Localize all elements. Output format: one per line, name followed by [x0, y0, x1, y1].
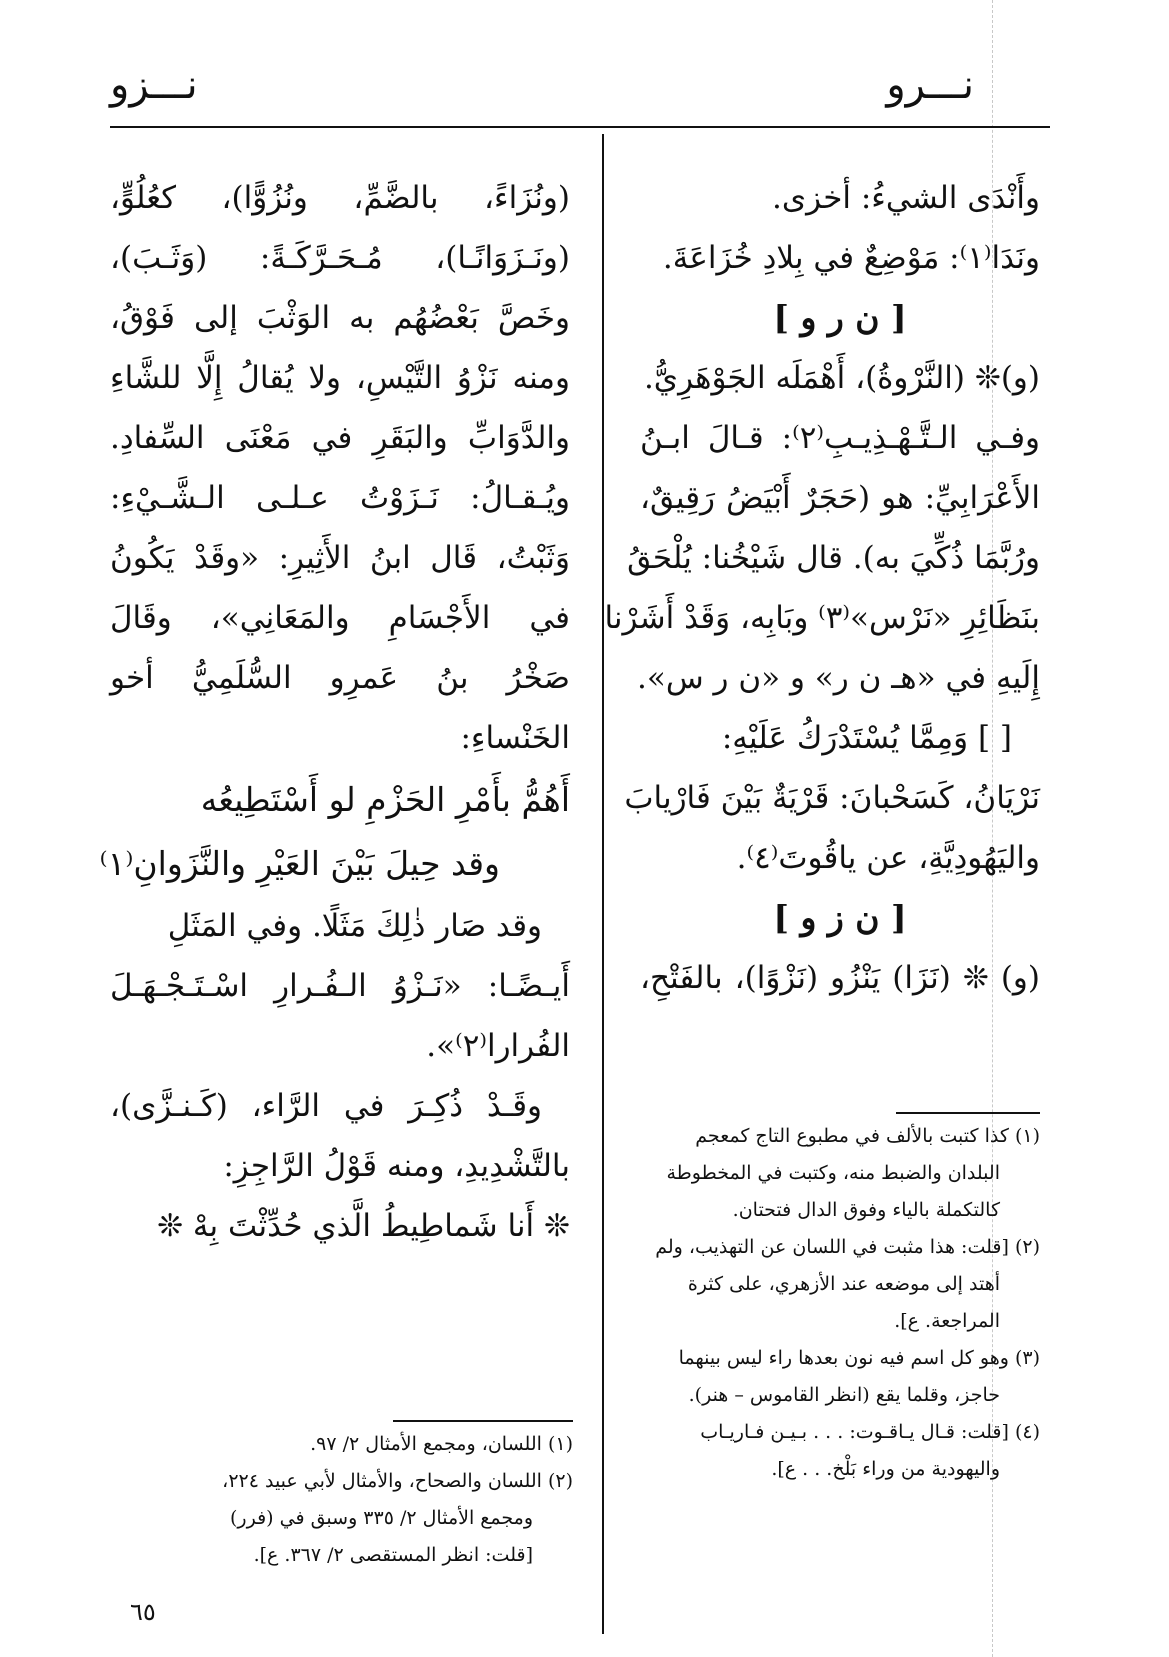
footnote-line [610, 1229, 1040, 1266]
text-line: (و) ❊ (نَزَا) يَنْزُو (نَزْوًا)، بالفَتْحِ، [640, 960, 1040, 996]
text-line: بالتَّشْدِيدِ، ومنه قَوْلُ الرَّاجِزِ: [223, 1148, 570, 1184]
footnote-number: (٢) [1014, 1236, 1040, 1258]
footnote-line [610, 1118, 1040, 1155]
text-line: واليَهُودِيَّةِ، عن ياقُوتَ⁽٤⁾. [736, 840, 1040, 876]
footnote-text: اللسان والصحاح، والأمثال لأبي عبيد ٢٢٤، [222, 1470, 542, 1492]
running-header-right: نـــرو [886, 62, 974, 108]
text-line: (ونُزَاءً، بالضَّمِّ، ونُزُوًّا)، كعُلُوٍّ، [110, 180, 570, 216]
column-divider [602, 134, 604, 1634]
footnote-line: كالتكملة بالياء وفوق الدال فتحتان. [732, 1199, 1000, 1221]
footnote-text: [قلت: قـال يـاقـوت: . . . بـيـن فـاريـاب [700, 1421, 1009, 1443]
text-line: ومنه نَزْوُ التَّيْسِ، ولا يُقالُ إِلَّا للشَّاءِ [110, 360, 570, 396]
footnote-line: أهتد إلى موضعه عند الأزهري، على كثرة [687, 1273, 1000, 1295]
footnote-rule-right [896, 1112, 1040, 1114]
text-line: وفـي الـتَّـهْـذِيـبِ⁽٢⁾: قـالَ ابـنُ [640, 420, 1040, 456]
footnotes-right [610, 1118, 1040, 1488]
running-header-left: نـــزو [110, 62, 198, 108]
text-line: (و)❊ (النَّرْوةُ)، أَهْمَلَه الجَوْهَرِيُّ. [643, 360, 1040, 396]
text-line: وَثَبْتُ، قَال ابنُ الأَثِيرِ: «وقَدْ يَكُونُ [110, 540, 570, 576]
footnote-text: كذا كتبت بالألف في مطبوع التاج كمعجم [695, 1125, 1009, 1147]
text-line: صَخْرُ بنُ عَمرِو السُّلَمِيُّ أخو [110, 660, 570, 696]
rajaz-verse: ❊ أَنا شَماطِيطُ الَّذي حُدِّثْتَ بِهْ ❊ [157, 1208, 570, 1244]
poem-second-hemistich: وقد حِيلَ بَيْنَ العَيْرِ والنَّزَوانِ⁽١⁾ [99, 844, 500, 883]
footnote-line: البلدان والضبط منه، وكتبت في المخطوطة [666, 1162, 1000, 1184]
footnote-number: (٢) [547, 1470, 573, 1492]
footnote-line [610, 1414, 1040, 1451]
entry-heading-nzw: [ ن ز و ] [773, 898, 907, 937]
text-line: بنَظَائِرِ «نَرْس»⁽٣⁾ وبَابِه، وَقَدْ أَشَرْنا [604, 600, 1040, 636]
footnote-text: وهو كل اسم فيه نون بعدها راء ليس بينهما [678, 1347, 1009, 1369]
text-line: ونَدَا⁽١⁾: مَوْضِعٌ في بِلادِ خُزَاعَةَ. [662, 240, 1040, 276]
text-line: وقَـدْ ذُكِـرَ في الرَّاء، (كَـنـزَّى)، [110, 1088, 542, 1124]
text-line: وخَصَّ بَعْضُهُم به الوَثْبَ إلى فَوْقُ، [110, 300, 570, 336]
text-line: أَيـضًـا: «نَـزْوُ الـفُـرارِ اسْـتَـجْـهَـلَ [110, 968, 570, 1004]
entry-heading-nrw: [ ن ر و ] [773, 298, 907, 337]
footnote-text: اللسان، ومجمع الأمثال ٢/ ٩٧. [310, 1433, 542, 1455]
footnote-line [110, 1463, 573, 1500]
footnote-line: ومجمع الأمثال ٢/ ٣٣٥ وسبق في (فرر) [230, 1507, 533, 1529]
text-line: الأَعْرَابِيِّ: هو (حَجَرٌ أَبْيَضُ رَقِيقٌ، [640, 480, 1040, 516]
footnote-number: (١) [1014, 1125, 1040, 1147]
footnote-number: (٤) [1014, 1421, 1040, 1443]
footnote-number: (١) [547, 1433, 573, 1455]
footnote-line [110, 1426, 573, 1463]
text-line: الخَنْساءِ: [460, 720, 570, 756]
text-line: [ ] وَمِمَّا يُسْتَدْرَكُ عَلَيْهِ: [721, 720, 1012, 756]
footnote-rule-left [393, 1420, 573, 1422]
text-line: في الأَجْسَامِ والمَعَانِي»، وقَالَ [110, 600, 570, 636]
page-number: ٦٥ [130, 1598, 156, 1626]
right-column [604, 168, 1040, 1008]
text-line: (ونَـزَوَانًـا)، مُـحَـرَّكَـةً: (وَثَـبَ)، [110, 240, 570, 276]
text-line: وقد صَار ذٰلِكَ مَثَلًا. وفي المَثَلِ [167, 908, 542, 944]
text-line: نَرْيَانُ، كَسَحْبانَ: قَرْيَةٌ بَيْنَ فَارْيابَ [624, 780, 1040, 816]
footnote-line [610, 1340, 1040, 1377]
footnote-line: المراجعة. ع]. [894, 1310, 1000, 1332]
text-line: وأَنْدَى الشيءُ: أخزى. [771, 180, 1040, 216]
left-column [99, 168, 570, 1256]
footnotes-left [110, 1426, 573, 1574]
footnote-line: [قلت: انظر المستقصى ٢/ ٣٦٧. ع]. [253, 1544, 533, 1566]
text-line: ورُبَّمَا ذُكِّيَ به). قال شَيْخُنا: يُلْحَقُ [627, 540, 1040, 576]
footnote-number: (٣) [1014, 1347, 1040, 1369]
header-rule [110, 126, 1050, 128]
poem-first-hemistich: أَهُمُّ بأَمْرِ الحَزْمِ لو أَسْتَطِيعُه [200, 780, 570, 819]
text-line: إِلَيهِ في «هـ ن ر» و «ن ر س». [637, 660, 1040, 696]
text-line: الفُرارا⁽٢⁾». [426, 1028, 570, 1064]
text-line: والدَّوَابِّ والبَقَرِ في مَعْنَى السِّفادِ. [110, 420, 570, 456]
text-line: ويُـقـالُ: نَـزَوْتُ عـلـى الـشَّـيْءِ: [110, 480, 570, 516]
footnote-text: [قلت: هذا مثبت في اللسان عن التهذيب، ولم [655, 1236, 1009, 1258]
footnote-line: حاجز، وقلما يقع (انظر القاموس – هنر). [688, 1384, 1000, 1406]
footnote-line: واليهودية من وراء بَلْخ. . . ع]. [771, 1458, 1000, 1480]
